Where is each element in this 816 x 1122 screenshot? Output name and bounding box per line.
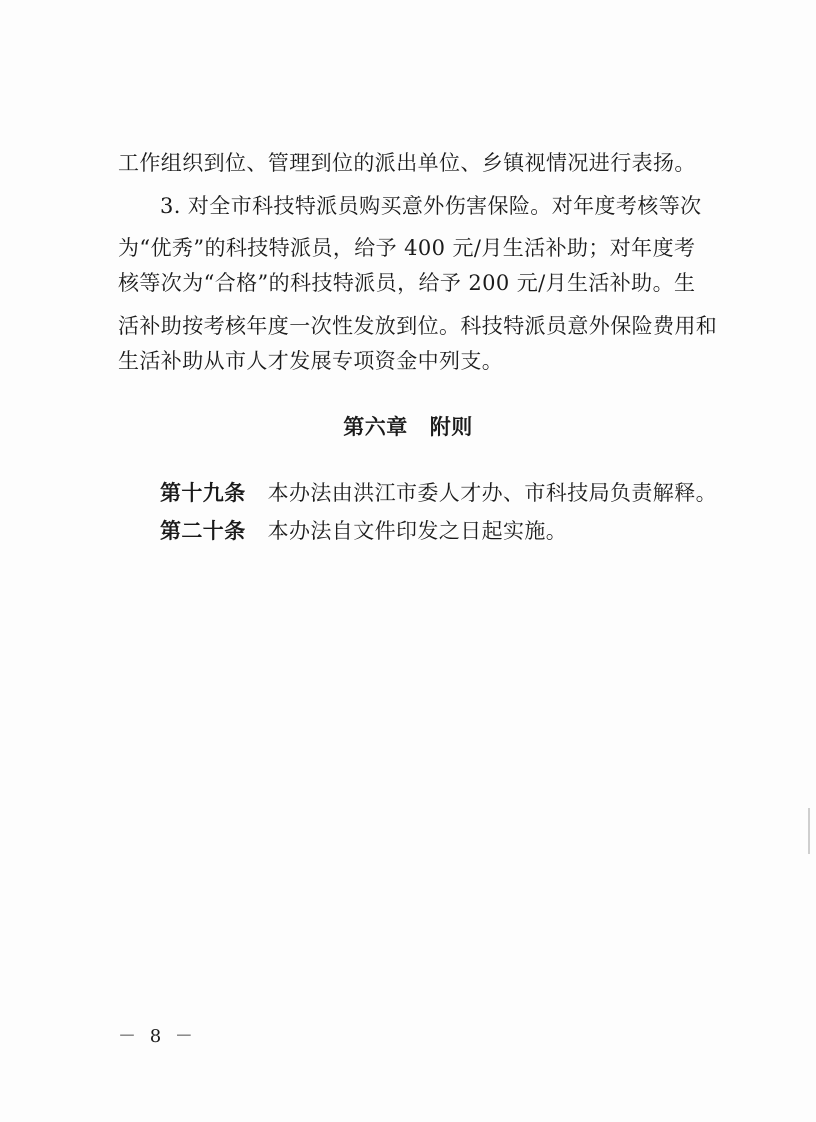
article-19 — [160, 478, 717, 508]
chapter-title: 附则 — [429, 415, 473, 439]
body-line-5: 活补助按考核年度一次性发放到位。科技特派员意外保险费用和 — [118, 314, 718, 338]
body-line-3: 为“优秀”的科技特派员，给予 400 元/月生活补助；对年度考 — [118, 236, 696, 260]
article-20 — [160, 516, 567, 546]
article-text: 本办法自文件印发之日起实施。 — [267, 519, 568, 543]
chapter-heading — [0, 412, 816, 442]
body-line-2: 3. 对全市科技特派员购买意外伤害保险。对年度考核等次 — [160, 194, 702, 218]
chapter-number: 第六章 — [343, 415, 408, 439]
page-number: － 8 － — [118, 1026, 197, 1047]
scan-edge-mark — [808, 808, 810, 854]
article-number: 第十九条 — [160, 481, 246, 505]
body-line-4: 核等次为“合格”的科技特派员，给予 200 元/月生活补助。生 — [118, 271, 696, 295]
article-number: 第二十条 — [160, 519, 246, 543]
article-text: 本办法由洪江市委人才办、市科技局负责解释。 — [267, 481, 718, 505]
body-line-1: 工作组织到位、管理到位的派出单位、乡镇视情况进行表扬。 — [118, 151, 696, 175]
body-line-6: 生活补助从市人才发展专项资金中列支。 — [118, 349, 504, 373]
